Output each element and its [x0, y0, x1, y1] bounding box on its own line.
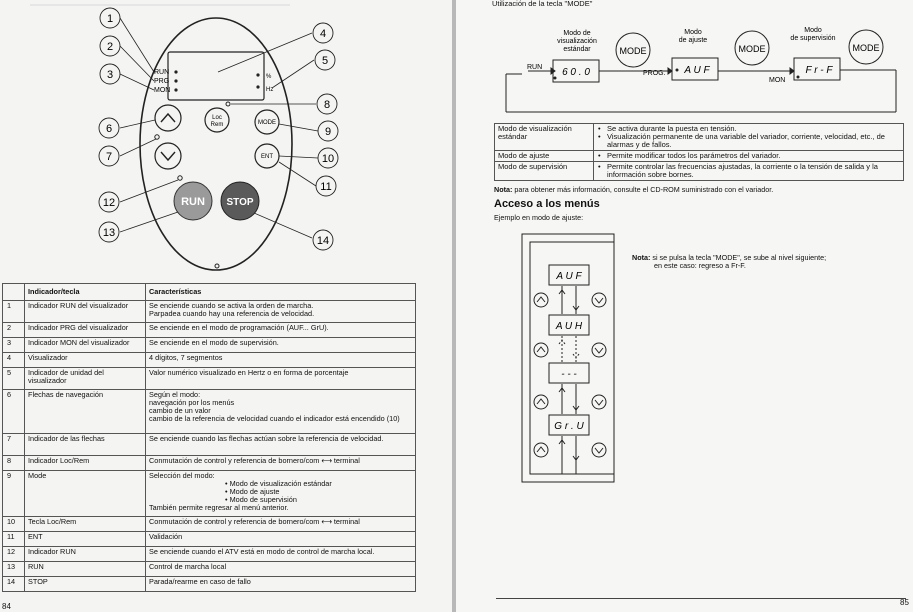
table-header-row [3, 284, 416, 301]
table-row: 5 Indicador de unidad del visualizador Valor numérico visualizado en Hertz o en forma de porcentaje [3, 368, 416, 390]
run-indicator-led [178, 176, 182, 180]
callout-5: 5 [321, 55, 329, 67]
callout-1: 1 [106, 13, 114, 25]
led-hz-label: Hz [266, 87, 274, 93]
table-row: 1 Indicador RUN del visualizador Se enciende cuando se activa la orden de marcha. Parpadea cuando hay una referencia de velocidad. [3, 301, 416, 323]
svg-text:MON: MON [769, 77, 786, 84]
table-row: 11 ENT Validación [3, 532, 416, 547]
chevron-icon [537, 297, 603, 303]
down-arrow-button[interactable] [592, 443, 606, 457]
callout-13: 13 [102, 227, 116, 239]
down-arrow-button[interactable] [592, 395, 606, 409]
note-mode-key: Nota: si se pulsa la tecla "MODE", se sube al nivel siguiente; [632, 253, 827, 262]
callout-3: 3 [106, 69, 114, 81]
table-row: 9 Mode Selección del modo: • Modo de visualización estándar • Modo de ajuste • Modo de supervisión También permite regresar al menú anterior. [3, 471, 416, 517]
table-row: Modo de ajuste • Permite modificar todos los parámetros del variador. [495, 151, 904, 162]
svg-text:MODE: MODE [738, 44, 766, 54]
svg-text:MODE: MODE [258, 120, 276, 126]
example-subheading: Ejemplo en modo de ajuste: [494, 213, 584, 222]
led-prg-label: PRG [154, 78, 170, 85]
table-row: 13 RUN Control de marcha local [3, 562, 416, 577]
column-header: Indicador/tecla [25, 284, 146, 301]
arrow-indicator-led [155, 135, 159, 139]
table-row: 2 Indicador PRG del visualizador Se enciende en el modo de programación (AUF... GrU). [3, 323, 416, 338]
indicator-table [2, 283, 416, 592]
svg-text:G r . U: G r . U [554, 421, 584, 432]
callout-4: 4 [319, 28, 327, 40]
down-arrow-button[interactable] [592, 293, 606, 307]
callout-2: 2 [106, 41, 114, 53]
svg-text:A U F: A U F [684, 65, 710, 76]
down-arrow-button[interactable] [592, 343, 606, 357]
svg-text:Modo de: Modo de [563, 30, 591, 37]
chevron-down-icon [161, 152, 175, 160]
svg-text:MODE: MODE [619, 46, 647, 56]
table-row: 3 Indicador MON del visualizador Se enciende en el modo de supervisión. [3, 338, 416, 353]
table-row: 12 Indicador RUN Se enciende cuando el ATV está en modo de control de marcha local. [3, 547, 416, 562]
mount-hole [215, 264, 219, 268]
callout-10: 10 [321, 153, 335, 165]
down-arrow-button[interactable] [155, 143, 181, 169]
column-header: Características [146, 284, 416, 301]
left-page [0, 0, 452, 612]
footer-rule [496, 598, 906, 599]
up-arrow-button[interactable] [534, 293, 548, 307]
callout-11: 11 [320, 181, 332, 193]
table-row: 7 Indicador de las flechas Se enciende cuando las flechas actúan sobre la referencia de velocidad. [3, 434, 416, 456]
table-row: Modo de visualización estándar • Se activa durante la puesta en tensión. • Visualización permanente de una variable del variador, corriente, velocidad, etc., de alarmas y de fallos. [495, 124, 904, 151]
keypad-diagram [0, 0, 452, 285]
svg-text:RUN: RUN [527, 64, 543, 71]
callout-8: 8 [323, 99, 331, 111]
svg-text:STOP: STOP [226, 197, 254, 208]
up-arrow-button[interactable] [534, 395, 548, 409]
svg-text:PROG.: PROG. [643, 70, 666, 77]
svg-text:Modo: Modo [804, 27, 822, 34]
svg-text:visualización: visualización [557, 38, 597, 45]
svg-text:Loc: Loc [212, 115, 222, 121]
table-row: 8 Indicador Loc/Rem Conmutación de control y referencia de bornero/com ⟷ terminal [3, 456, 416, 471]
up-arrow-button[interactable] [534, 343, 548, 357]
led-run-label: RUN [154, 69, 170, 76]
callout-12: 12 [102, 197, 116, 209]
right-page [456, 0, 913, 612]
svg-text:Modo: Modo [684, 29, 702, 36]
chevron-up-icon [161, 114, 175, 122]
menu-access-heading: Acceso a los menús [494, 198, 600, 210]
loc-rem-led [226, 102, 230, 106]
svg-text:A U H: A U H [555, 321, 583, 332]
up-arrow-button[interactable] [155, 105, 181, 131]
note-mode-key-cont: en este caso: regreso a Fr-F. [654, 261, 746, 270]
menu-navigation-diagram [504, 232, 664, 492]
svg-text:RUN: RUN [181, 196, 205, 208]
led-mon-label: MON [154, 87, 171, 94]
led-percent-label: % [266, 74, 272, 80]
svg-text:de ajuste: de ajuste [678, 37, 708, 44]
svg-text:- - -: - - - [561, 369, 577, 380]
svg-text:MODE: MODE [852, 43, 880, 53]
page-number-left: 84 [2, 602, 11, 611]
section-title: Utilización de la tecla "MODE" [492, 0, 593, 8]
note-cdrom: Nota: para obtener más información, consulte el CD-ROM suministrado con el variador. [494, 185, 774, 194]
page-number-right: 85 [900, 598, 909, 607]
up-arrow-button[interactable] [534, 443, 548, 457]
table-row: 10 Tecla Loc/Rem Conmutación de control y referencia de bornero/com ⟷ terminal [3, 517, 416, 532]
svg-text:Rem: Rem [210, 122, 224, 128]
svg-text:ENT: ENT [261, 154, 273, 160]
modes-table [494, 123, 904, 181]
table-row: 14 STOP Parada/rearme en caso de fallo [3, 577, 416, 592]
callout-14: 14 [316, 235, 330, 247]
table-row: 4 Visualizador 4 dígitos, 7 segmentos [3, 353, 416, 368]
callout-7: 7 [105, 151, 113, 163]
svg-text:A U F: A U F [556, 271, 582, 282]
svg-text:estándar: estándar [563, 46, 591, 53]
svg-text:de supervisión: de supervisión [790, 35, 836, 42]
callout-6: 6 [105, 123, 113, 135]
svg-text:F r - F: F r - F [805, 65, 833, 76]
table-row: Modo de supervisión • Permite controlar las frecuencias ajustadas, la corriente o la tensión de salida y la información sobre bornes. [495, 162, 904, 181]
callout-9: 9 [324, 126, 332, 138]
svg-text:6 0 . 0: 6 0 . 0 [562, 67, 590, 78]
table-row: 6 Flechas de navegación Según el modo: navegación por los menús cambio de un valor cambio de la referencia de velocidad cuando el indicador está encendido (10) [3, 390, 416, 434]
mode-flow-diagram [456, 0, 913, 125]
